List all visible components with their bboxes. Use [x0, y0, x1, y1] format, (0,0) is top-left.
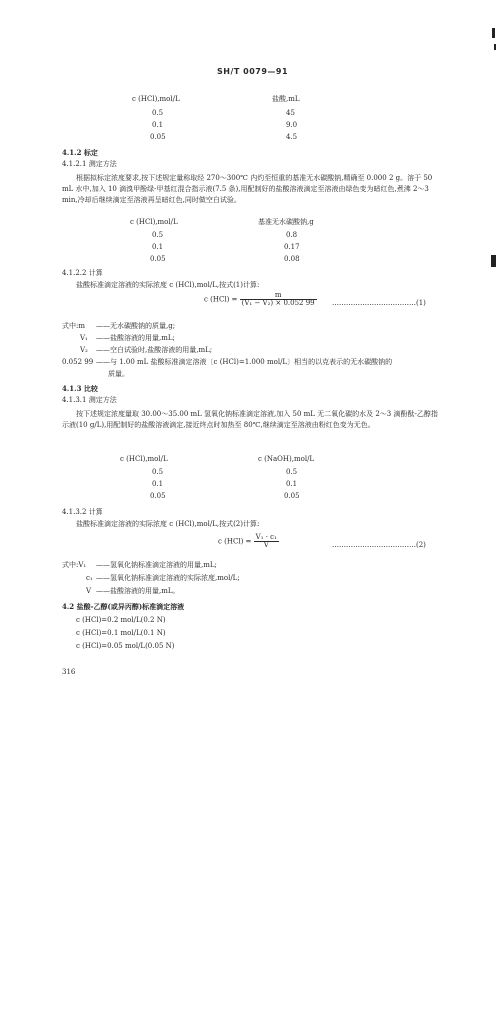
definition-symbol: 式中:m — [62, 322, 85, 330]
paragraph: 盐酸标准滴定溶液的实际浓度 c (HCl),mol/L,按式(2)计算: — [76, 520, 260, 528]
table1-cell: 0.05 — [150, 133, 166, 141]
page-header: SH/T 0079—91 — [217, 67, 289, 76]
paragraph: 根据拟标定浓度要求,按下述规定量称取经 270～300℃ 内灼至恒重的基准无水碳酸钠,精确至 0.000 2 g。溶于 50 mL 水中,加入 10 滴溴甲酚绿-甲基红混合指示液(7.5 条),用配制好的盐酸溶液滴定至溶液由绿色变为暗红色,煮沸 2～3 min,冷却后继续滴定至溶液再呈暗红色,同时做空白试验。 — [62, 174, 433, 204]
definition-symbol: 0.052 99 — [62, 358, 94, 366]
definition-symbol: V — [86, 587, 92, 595]
scan-edge-mark — [491, 255, 496, 267]
subsection-heading: 4.1.2.1 测定方法 — [62, 160, 117, 168]
table3-cell: 0.05 — [150, 492, 166, 500]
table2-cell: 0.5 — [152, 231, 164, 239]
list-item: c (HCl)=0.05 mol/L(0.05 N) — [76, 642, 175, 650]
table3-cell: 0.05 — [284, 492, 300, 500]
table2-cell: 0.05 — [150, 255, 166, 263]
table1-cell: 45 — [286, 109, 295, 117]
table1-cell: 9.0 — [286, 121, 298, 129]
subsection-heading: 4.1.3.2 计算 — [62, 508, 103, 516]
formula-fraction — [240, 292, 317, 307]
table2-cell: 0.08 — [284, 255, 300, 263]
definition-text: ——空白试验时,盐酸溶液的用量,mL; — [96, 346, 213, 354]
formula-denominator: (V₁ − V₂) × 0.052 99 — [241, 299, 315, 307]
definition-text: ——盐酸溶液的用量,mL。 — [96, 587, 180, 595]
table3-header-col2: c (NaOH),mol/L — [258, 455, 315, 463]
table1-header-col1: c (HCl),mol/L — [132, 95, 180, 103]
table2-header-col1: c (HCl),mol/L — [130, 218, 178, 226]
formula-1 — [204, 292, 317, 307]
formula-numerator: m — [240, 292, 317, 300]
formula-lhs: c (HCl) = — [204, 295, 238, 304]
table3-cell: 0.1 — [152, 480, 164, 488]
list-item: c (HCl)=0.1 mol/L(0.1 N) — [76, 629, 166, 637]
equation-number: ………………………………(2) — [332, 541, 426, 549]
definition-text: ——盐酸溶液的用量,mL; — [96, 334, 175, 342]
formula-denominator: V — [263, 541, 269, 549]
formula-lhs: c (HCl) = — [218, 537, 252, 546]
table1-cell: 0.1 — [152, 121, 164, 129]
table2-cell: 0.1 — [152, 243, 164, 251]
equation-number: ………………………………(1) — [332, 299, 426, 307]
section-heading: 4.2 盐酸-乙醇(或异丙醇)标准滴定溶液 — [62, 602, 185, 611]
scan-edge-mark — [494, 44, 496, 50]
scan-edge-mark — [492, 28, 495, 38]
definition-symbol: c₁ — [86, 574, 93, 582]
table1-cell: 0.5 — [152, 109, 164, 117]
table1-cell: 4.5 — [286, 133, 298, 141]
paragraph: 按下述规定浓度量取 30.00～35.00 mL 氢氧化钠标准滴定溶液,加入 50 mL 无二氧化碳的水及 2～3 滴酚酞-乙醇指示液(10 g/L),用配制好的盐酸溶液滴定,接近终点时加热至 80℃,继续滴定至溶液由粉红色变为无色。 — [62, 410, 438, 429]
table3-cell: 0.5 — [152, 468, 164, 476]
table2-cell: 0.8 — [286, 231, 298, 239]
subsection-heading: 4.1.2.2 计算 — [62, 269, 103, 277]
table2-cell: 0.17 — [284, 243, 300, 251]
definition-symbol: V₁ — [80, 334, 88, 342]
definition-text: ——氢氧化钠标准滴定溶液的实际浓度,mol/L; — [96, 574, 240, 582]
formula-numerator: V₁ · c₁ — [255, 533, 277, 541]
table1-header-col2: 盐酸,mL — [272, 95, 300, 103]
list-item: c (HCl)=0.2 mol/L(0.2 N) — [76, 616, 166, 624]
page-number: 316 — [62, 668, 76, 676]
formula-fraction — [254, 534, 279, 549]
formula-2 — [218, 534, 279, 549]
definition-text: ——无水碳酸钠的质量,g; — [96, 322, 176, 330]
table2-header-col2: 基准无水碳酸钠,g — [258, 218, 314, 226]
definition-text: ——氢氧化钠标准滴定溶液的用量,mL; — [96, 561, 217, 569]
definition-symbol: 式中:V₁ — [62, 561, 87, 569]
section-heading: 4.1.3 比较 — [62, 384, 98, 393]
table3-cell: 0.5 — [286, 468, 298, 476]
definition-symbol: V₂ — [80, 346, 88, 354]
section-heading: 4.1.2 标定 — [62, 148, 98, 157]
definition-text: 质量。 — [108, 370, 129, 378]
definition-text: ——与 1.00 mL 盐酸标准滴定溶液〔c (HCl)=1.000 mol/L〕相当的以克表示的无水碳酸钠的 — [96, 358, 393, 366]
subsection-heading: 4.1.3.1 测定方法 — [62, 396, 117, 404]
table3-cell: 0.1 — [286, 480, 298, 488]
paragraph: 盐酸标准滴定溶液的实际浓度 c (HCl),mol/L,按式(1)计算: — [76, 281, 260, 289]
table3-header-col1: c (HCl),mol/L — [120, 455, 168, 463]
